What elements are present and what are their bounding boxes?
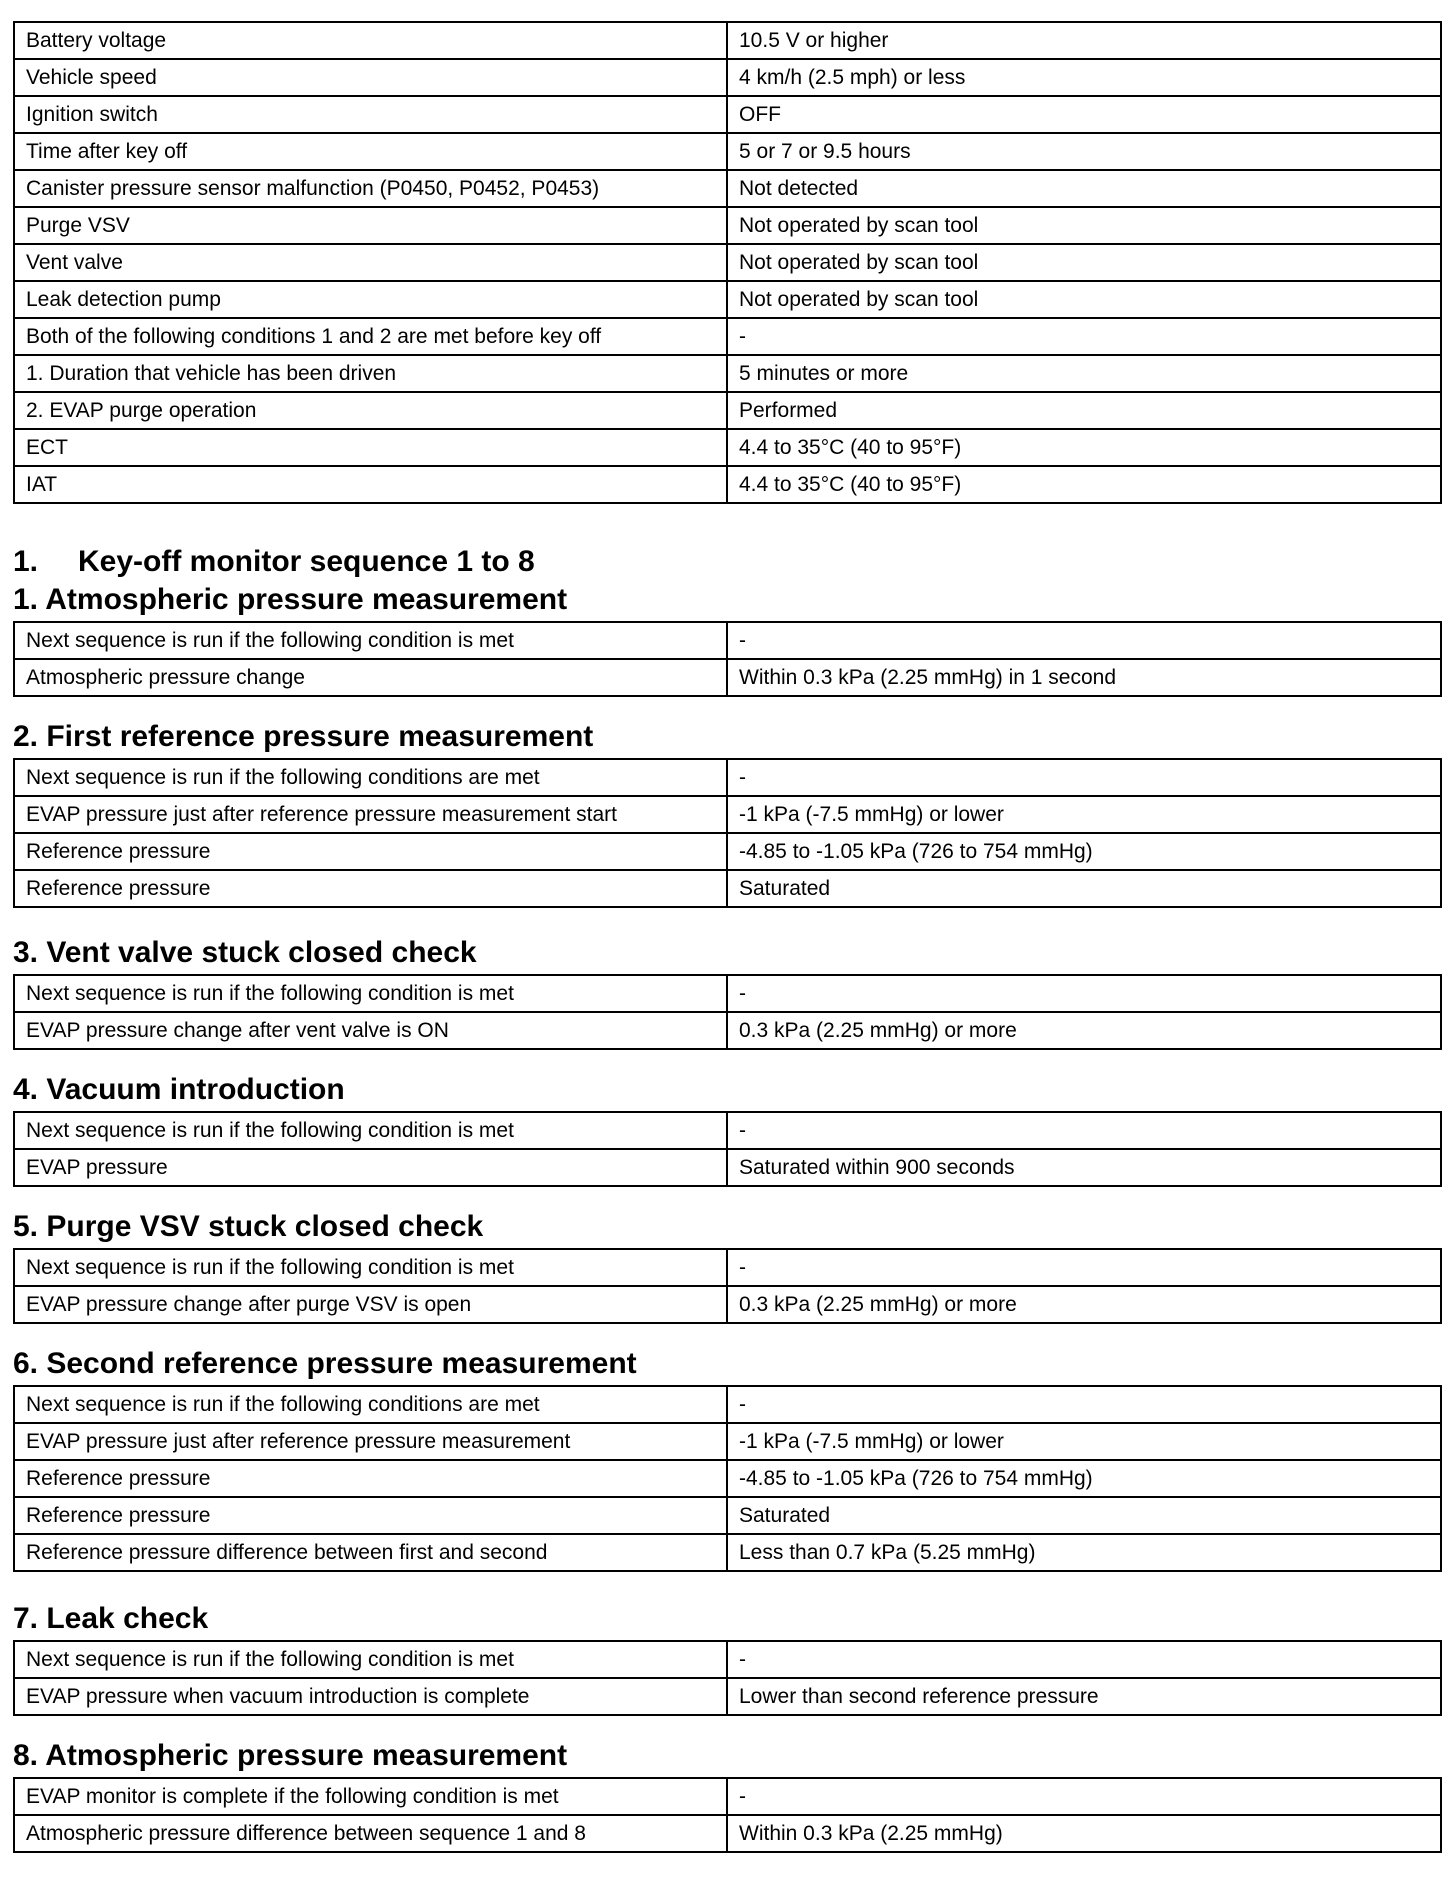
- table-row: [14, 833, 1441, 870]
- condition-cell: Reference pressure: [14, 1497, 727, 1534]
- condition-cell: Both of the following conditions 1 and 2 are met before key off: [14, 318, 727, 355]
- main-heading-number: 1.: [13, 545, 39, 578]
- section-table: [13, 621, 1442, 697]
- table-row: [14, 870, 1441, 907]
- condition-cell: Time after key off: [14, 133, 727, 170]
- section-title: 6. Second reference pressure measurement: [13, 1347, 637, 1380]
- value-cell: Performed: [727, 392, 1441, 429]
- value-cell: 4.4 to 35°C (40 to 95°F): [727, 466, 1441, 503]
- section-table: [13, 1111, 1442, 1187]
- table-row: [14, 207, 1441, 244]
- value-cell: Within 0.3 kPa (2.25 mmHg): [727, 1815, 1441, 1852]
- value-cell: Not detected: [727, 170, 1441, 207]
- section-table-block: [13, 1640, 1442, 1716]
- condition-cell: EVAP pressure when vacuum introduction is complete: [14, 1678, 727, 1715]
- section-table-block: [13, 1248, 1442, 1324]
- condition-cell: Next sequence is run if the following conditions are met: [14, 759, 727, 796]
- value-cell: Saturated: [727, 870, 1441, 907]
- table-row: [14, 1012, 1441, 1049]
- condition-cell: 1. Duration that vehicle has been driven: [14, 355, 727, 392]
- section-table: [13, 974, 1442, 1050]
- value-cell: -: [727, 975, 1441, 1012]
- condition-cell: Next sequence is run if the following condition is met: [14, 622, 727, 659]
- table-row: [14, 133, 1441, 170]
- table-row: [14, 1497, 1441, 1534]
- table-row: [14, 170, 1441, 207]
- condition-cell: Canister pressure sensor malfunction (P0450, P0452, P0453): [14, 170, 727, 207]
- condition-cell: Next sequence is run if the following conditions are met: [14, 1386, 727, 1423]
- table-row: [14, 318, 1441, 355]
- section-table-block: [13, 974, 1442, 1050]
- condition-cell: Atmospheric pressure change: [14, 659, 727, 696]
- condition-cell: IAT: [14, 466, 727, 503]
- table-row: [14, 796, 1441, 833]
- table-row: [14, 1815, 1441, 1852]
- table-row: [14, 1534, 1441, 1571]
- section-table-block: [13, 621, 1442, 697]
- table-row: [14, 1249, 1441, 1286]
- section-table: [13, 1777, 1442, 1853]
- value-cell: -: [727, 622, 1441, 659]
- table-row: [14, 1423, 1441, 1460]
- section-table-body: [14, 622, 1441, 696]
- condition-cell: 2. EVAP purge operation: [14, 392, 727, 429]
- value-cell: -1 kPa (-7.5 mmHg) or lower: [727, 1423, 1441, 1460]
- table-row: [14, 96, 1441, 133]
- condition-cell: Vent valve: [14, 244, 727, 281]
- table-row: [14, 392, 1441, 429]
- value-cell: -: [727, 318, 1441, 355]
- section-table-body: [14, 1112, 1441, 1186]
- condition-cell: EVAP monitor is complete if the following condition is met: [14, 1778, 727, 1815]
- value-cell: -: [727, 1112, 1441, 1149]
- value-cell: -: [727, 1386, 1441, 1423]
- value-cell: -: [727, 1641, 1441, 1678]
- value-cell: -1 kPa (-7.5 mmHg) or lower: [727, 796, 1441, 833]
- value-cell: -: [727, 759, 1441, 796]
- condition-cell: EVAP pressure just after reference pressure measurement: [14, 1423, 727, 1460]
- value-cell: 5 or 7 or 9.5 hours: [727, 133, 1441, 170]
- table-row: [14, 429, 1441, 466]
- section-table-block: [13, 758, 1442, 908]
- main-heading: [13, 545, 535, 579]
- table-row: [14, 1778, 1441, 1815]
- section-table-body: [14, 759, 1441, 907]
- conditions-table-block: [13, 21, 1442, 504]
- value-cell: -: [727, 1249, 1441, 1286]
- value-cell: 5 minutes or more: [727, 355, 1441, 392]
- condition-cell: Leak detection pump: [14, 281, 727, 318]
- value-cell: Saturated: [727, 1497, 1441, 1534]
- table-row: [14, 1286, 1441, 1323]
- table-row: [14, 975, 1441, 1012]
- table-row: [14, 659, 1441, 696]
- table-row: [14, 1678, 1441, 1715]
- value-cell: OFF: [727, 96, 1441, 133]
- section-table-body: [14, 975, 1441, 1049]
- table-row: [14, 244, 1441, 281]
- value-cell: Not operated by scan tool: [727, 281, 1441, 318]
- section-table: [13, 1385, 1442, 1572]
- condition-cell: Reference pressure: [14, 1460, 727, 1497]
- value-cell: 10.5 V or higher: [727, 22, 1441, 59]
- table-row: [14, 1641, 1441, 1678]
- value-cell: 0.3 kPa (2.25 mmHg) or more: [727, 1286, 1441, 1323]
- condition-cell: Vehicle speed: [14, 59, 727, 96]
- condition-cell: EVAP pressure change after vent valve is ON: [14, 1012, 727, 1049]
- table-row: [14, 59, 1441, 96]
- condition-cell: Next sequence is run if the following condition is met: [14, 975, 727, 1012]
- section-title: 1. Atmospheric pressure measurement: [13, 583, 568, 616]
- condition-cell: Next sequence is run if the following condition is met: [14, 1641, 727, 1678]
- value-cell: -4.85 to -1.05 kPa (726 to 754 mmHg): [727, 833, 1441, 870]
- value-cell: 4 km/h (2.5 mph) or less: [727, 59, 1441, 96]
- condition-cell: ECT: [14, 429, 727, 466]
- section-table-body: [14, 1386, 1441, 1571]
- value-cell: Within 0.3 kPa (2.25 mmHg) in 1 second: [727, 659, 1441, 696]
- condition-cell: Battery voltage: [14, 22, 727, 59]
- condition-cell: Reference pressure: [14, 833, 727, 870]
- condition-cell: Next sequence is run if the following condition is met: [14, 1112, 727, 1149]
- table-row: [14, 1460, 1441, 1497]
- section-table-block: [13, 1385, 1442, 1572]
- value-cell: -: [727, 1778, 1441, 1815]
- value-cell: 4.4 to 35°C (40 to 95°F): [727, 429, 1441, 466]
- section-table-body: [14, 1778, 1441, 1852]
- table-row: [14, 1386, 1441, 1423]
- section-table-block: [13, 1111, 1442, 1187]
- section-title: 4. Vacuum introduction: [13, 1073, 345, 1106]
- condition-cell: Purge VSV: [14, 207, 727, 244]
- condition-cell: Reference pressure: [14, 870, 727, 907]
- table-row: [14, 759, 1441, 796]
- condition-cell: Atmospheric pressure difference between sequence 1 and 8: [14, 1815, 727, 1852]
- table-row: [14, 466, 1441, 503]
- value-cell: -4.85 to -1.05 kPa (726 to 754 mmHg): [727, 1460, 1441, 1497]
- section-title: 2. First reference pressure measurement: [13, 720, 594, 753]
- section-table-block: [13, 1777, 1442, 1853]
- value-cell: Not operated by scan tool: [727, 244, 1441, 281]
- value-cell: Not operated by scan tool: [727, 207, 1441, 244]
- value-cell: 0.3 kPa (2.25 mmHg) or more: [727, 1012, 1441, 1049]
- value-cell: Lower than second reference pressure: [727, 1678, 1441, 1715]
- section-title: 5. Purge VSV stuck closed check: [13, 1210, 484, 1243]
- value-cell: Saturated within 900 seconds: [727, 1149, 1441, 1186]
- table-row: [14, 1112, 1441, 1149]
- value-cell: Less than 0.7 kPa (5.25 mmHg): [727, 1534, 1441, 1571]
- section-table: [13, 1248, 1442, 1324]
- section-table: [13, 1640, 1442, 1716]
- table-row: [14, 355, 1441, 392]
- section-table-body: [14, 1641, 1441, 1715]
- condition-cell: Ignition switch: [14, 96, 727, 133]
- condition-cell: Next sequence is run if the following condition is met: [14, 1249, 727, 1286]
- conditions-table-body: [14, 22, 1441, 503]
- condition-cell: Reference pressure difference between first and second: [14, 1534, 727, 1571]
- conditions-table: [13, 21, 1442, 504]
- main-heading-text: Key-off monitor sequence 1 to 8: [78, 545, 535, 578]
- table-row: [14, 622, 1441, 659]
- table-row: [14, 22, 1441, 59]
- condition-cell: EVAP pressure change after purge VSV is open: [14, 1286, 727, 1323]
- section-title: 7. Leak check: [13, 1602, 209, 1635]
- section-title: 3. Vent valve stuck closed check: [13, 936, 477, 969]
- section-title: 8. Atmospheric pressure measurement: [13, 1739, 568, 1772]
- section-table-body: [14, 1249, 1441, 1323]
- condition-cell: EVAP pressure just after reference pressure measurement start: [14, 796, 727, 833]
- table-row: [14, 1149, 1441, 1186]
- section-table: [13, 758, 1442, 908]
- condition-cell: EVAP pressure: [14, 1149, 727, 1186]
- table-row: [14, 281, 1441, 318]
